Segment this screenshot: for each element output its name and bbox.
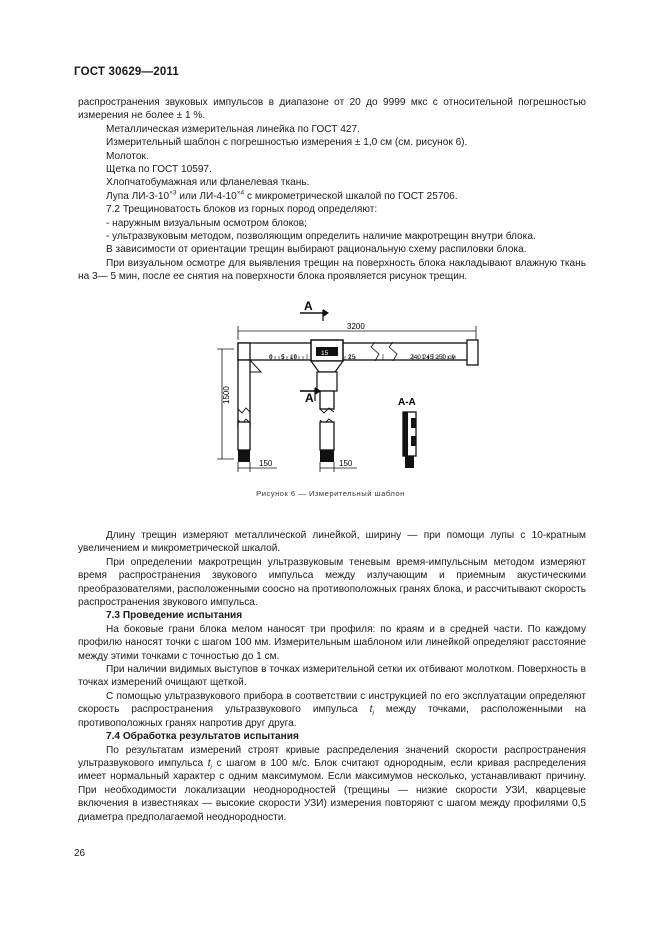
paragraph: Хлопчатобумажная или фланелевая ткань.	[106, 177, 310, 189]
scale-mark: 25	[348, 354, 356, 361]
dimension-leg2-label: 150	[339, 459, 353, 468]
section-mark-top: А	[304, 299, 313, 313]
section-heading: 7.3 Проведение испытания	[106, 610, 243, 622]
paragraph: Молоток.	[106, 150, 149, 162]
paragraph: В зависимости от ориентации трещин выбирают рациональную схему распиловки блока.	[106, 244, 527, 256]
movable-leg-lower	[320, 422, 334, 450]
scale-mark: 5	[281, 354, 285, 361]
carriage-neck	[311, 361, 343, 372]
page-number: 26	[74, 848, 86, 859]
dimension-leg1-label: 150	[259, 459, 273, 468]
left-leg-upper	[238, 360, 250, 428]
paragraph-loupe: Лупа $ЛИ-3-10^{\times 3}$ или $ЛИ-4-10^{\times 4}$ с микрометрической шкалой по ГОСТ 25706.	[106, 189, 458, 202]
paragraph-results: По результатам измерений строят кривые распределения значений скорости распространения ультразвукового импульса $t_i$ с шагом в 100 м/с. Блок считают однородным, если кривая распределения имеет нормальный характер с одним максимумом. Если максимумов несколько, устанавливают причину. При необходимости локализации неоднородностей (трещины — низкие скорости УЗИ, кварцевые включения в известняках — высокие скорости УЗИ) измерения повторяют с шагом между профилями 0,5 диаметра предполагаемой неоднородности.	[78, 744, 587, 823]
carriage-block	[317, 372, 337, 391]
section-arrow-top	[323, 309, 329, 317]
scale-mark: 10	[290, 354, 298, 361]
dimension-width-label: 3200	[347, 322, 365, 331]
window-label: 15	[321, 350, 329, 357]
paragraph: - ультразвуковым методом, позволяющим определить наличие макротрещин внутри блока.	[106, 231, 536, 243]
left-leg-lower	[238, 422, 250, 450]
paragraph: При визуальном осмотре для выявления трещин на поверхность блока накладывают влажную ткань на 3— 5 мин, после ее снятия на поверхности блока проявляется рисунок трещин.	[78, 257, 586, 283]
paragraph: Длину трещин измеряют металлической линейкой, ширину — при помощи лупы с 10-кратным увеличением и микрометрической шкалой.	[78, 530, 586, 555]
text-block-bottom	[78, 529, 586, 824]
scale-mark: 0	[269, 354, 273, 361]
paragraph: Металлическая измерительная линейка по ГОСТ 427.	[106, 123, 360, 135]
crossbar-end-cap	[467, 340, 478, 365]
movable-leg-tip	[320, 450, 334, 462]
paragraph: Измерительный шаблон с погрешностью измерения ± 1,0 см (см. рисунок 6).	[106, 137, 468, 149]
paragraph: При определении макротрещин ультразвуковым теневым время-импульсным методом измеряют время распространения звукового импульса между излучающим и приемным акустическими преобразователями, расположенными соосно на противоположных гранях блока, и рассчитывают скорость распространения звукового импульса.	[78, 556, 586, 609]
paragraph: распространения звуковых импульсов в диапазоне от 20 до 9999 мкс с относительной погрешностью измерения не более ± 1 %.	[78, 97, 586, 122]
paragraph: При наличии видимых выступов в точках измерительной сетки их отбивают молотком. Поверхность в точках измерений очищают щеткой.	[78, 664, 586, 689]
section-aa-label: А-А	[398, 397, 416, 408]
paragraph: Щетка по ГОСТ 10597.	[106, 164, 212, 176]
document-header: ГОСТ 30629—2011	[74, 66, 179, 78]
section-heading: 7.4 Обработка результатов испытания	[106, 731, 299, 743]
left-leg-tip	[238, 450, 250, 462]
paragraph: 7.2 Трещиноватость блоков из горных пород определяют:	[106, 204, 378, 216]
template-drawing	[205, 296, 495, 486]
paragraph-velocity: С помощью ультразвукового прибора в соответствии с инструкцией по его эксплуатации определяют скорость распространения ультразвукового импульса $t_i$ между точками, расположенными на противоположных гранях напротив друг друга.	[78, 690, 586, 729]
text-block-top	[78, 96, 586, 284]
paragraph: - наружным визуальным осмотром блоков;	[106, 217, 307, 229]
dimension-height-label: 1500	[222, 386, 231, 404]
figure-caption: Рисунок 6 — Измерительный шаблон	[256, 489, 405, 498]
paragraph: На боковые грани блока мелом наносят три профиля: по краям и в средней части. По каждому профилю наносят точки с шагом 100 мм. Измерительным шаблоном или линейкой определяют расстояние между этими точками с точностью до 1 см.	[78, 623, 586, 662]
section-mark-bottom: А	[305, 391, 314, 405]
scale-mark-end: 240 245 250 см	[410, 354, 456, 361]
figure-measuring-template	[205, 296, 495, 486]
